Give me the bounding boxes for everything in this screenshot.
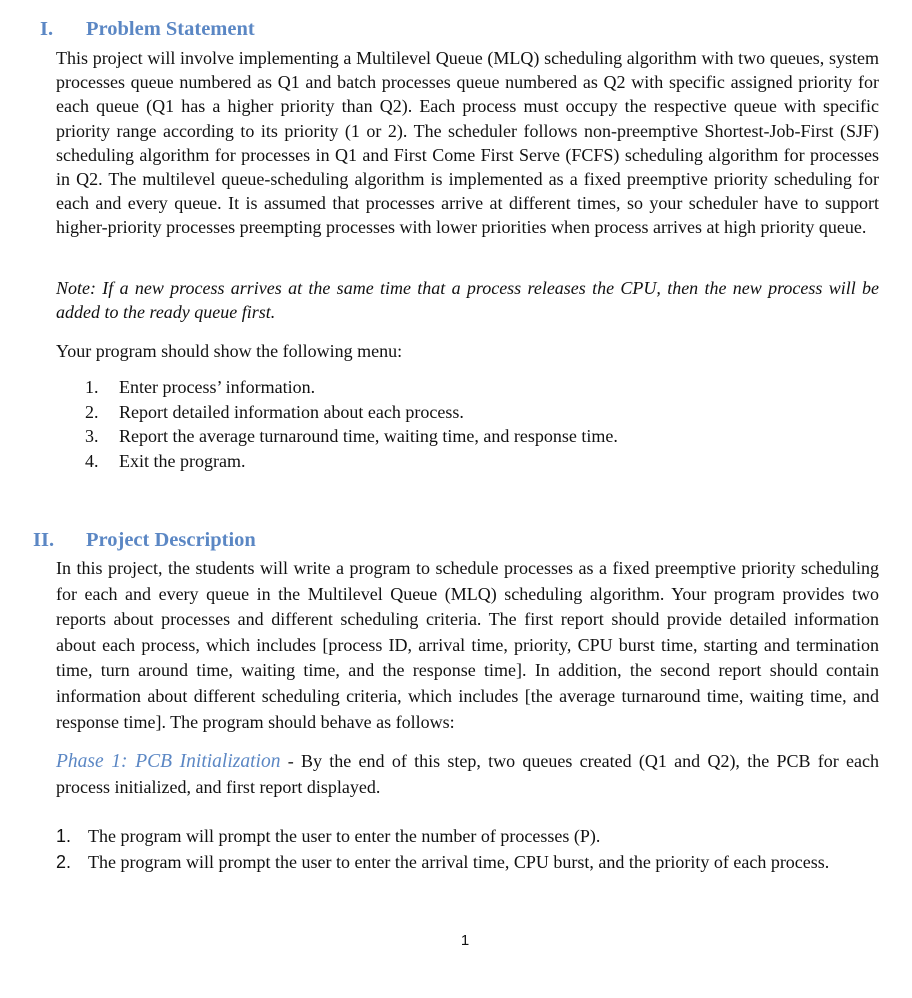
menu-item-text: Report detailed information about each process.	[119, 401, 464, 422]
phase-1-paragraph	[56, 749, 879, 800]
menu-item-text: Enter process’ information.	[119, 377, 316, 397]
section-heading-problem-statement	[40, 18, 255, 41]
step-item	[56, 850, 879, 876]
phase-1-title: Phase 1: PCB Initialization	[56, 751, 281, 772]
menu-item-number: 2.	[85, 401, 99, 422]
section-heading-project-description	[33, 529, 256, 552]
menu-item	[85, 424, 618, 449]
step-number: 2.	[56, 851, 72, 872]
section-title: Problem Statement	[86, 18, 255, 40]
menu-intro: Your program should show the following menu:	[56, 341, 403, 361]
menu-item-number: 1.	[85, 377, 99, 397]
step-item	[56, 824, 879, 850]
note-paragraph: Note: If a new process arrives at the same time that a process releases the CPU, then the new process will be added to the ready queue first.	[56, 278, 879, 323]
section-number: II.	[33, 529, 55, 551]
phase-1-text: - By the end of this step, two queues created (Q1 and Q2), the PCB for each process initialized, and first report displayed.	[56, 751, 880, 797]
steps-list	[56, 824, 879, 875]
step-text: The program will prompt the user to enter the number of processes (P).	[88, 826, 601, 846]
page-number: 1	[460, 932, 470, 949]
menu-item	[85, 400, 618, 425]
menu-item-text: Exit the program.	[119, 451, 246, 472]
menu-item-number: 4.	[85, 451, 99, 472]
step-number: 1.	[56, 826, 72, 846]
section-title: Project Description	[86, 529, 256, 551]
problem-statement-paragraph: This project will involve implementing a Multilevel Queue (MLQ) scheduling algorithm with two queues, system processes queue numbered as Q1 and batch processes queue numbered as Q2 with specific assigned priority for each queue (Q1 has a higher priority than Q2). Each process must occupy the respective queue with specific priority range according to its priority (1 or 2). The scheduler follows non-preemptive Shortest-Job-First (SJF) scheduling algorithm for processes in Q1 and First Come First Serve (FCFS) scheduling algorithm for processes in Q2. The multilevel queue-scheduling algorithm is implemented as a fixed preemptive priority scheduling for each and every queue. It is assumed that processes arrive at different times, so your scheduler have to support higher-priority processes preempting processes with lower priorities when process arrives at high priority queue.	[56, 48, 879, 238]
menu-item	[85, 375, 618, 400]
section-number: I.	[40, 18, 54, 40]
menu-item-text: Report the average turnaround time, waiting time, and response time.	[119, 426, 618, 447]
project-description-paragraph: In this project, the students will write a program to schedule processes as a fixed preemptive priority scheduling for each and every queue in the Multilevel Queue (MLQ) scheduling algorithm. Your program provides two reports about processes and different scheduling criteria. The first report should provide detailed information about each process, which includes [process ID, arrival time, priority, CPU burst time, starting and termination time, turn around time, waiting time, and the response time]. In addition, the second report should contain information about different scheduling criteria, which includes [the average turnaround time, waiting time, and response time]. The program should behave as follows:	[56, 558, 879, 732]
menu-item	[85, 449, 618, 474]
menu-list	[85, 375, 618, 474]
step-text: The program will prompt the user to enter the arrival time, CPU burst, and the priority of each process.	[88, 851, 830, 872]
menu-item-number: 3.	[85, 426, 99, 447]
